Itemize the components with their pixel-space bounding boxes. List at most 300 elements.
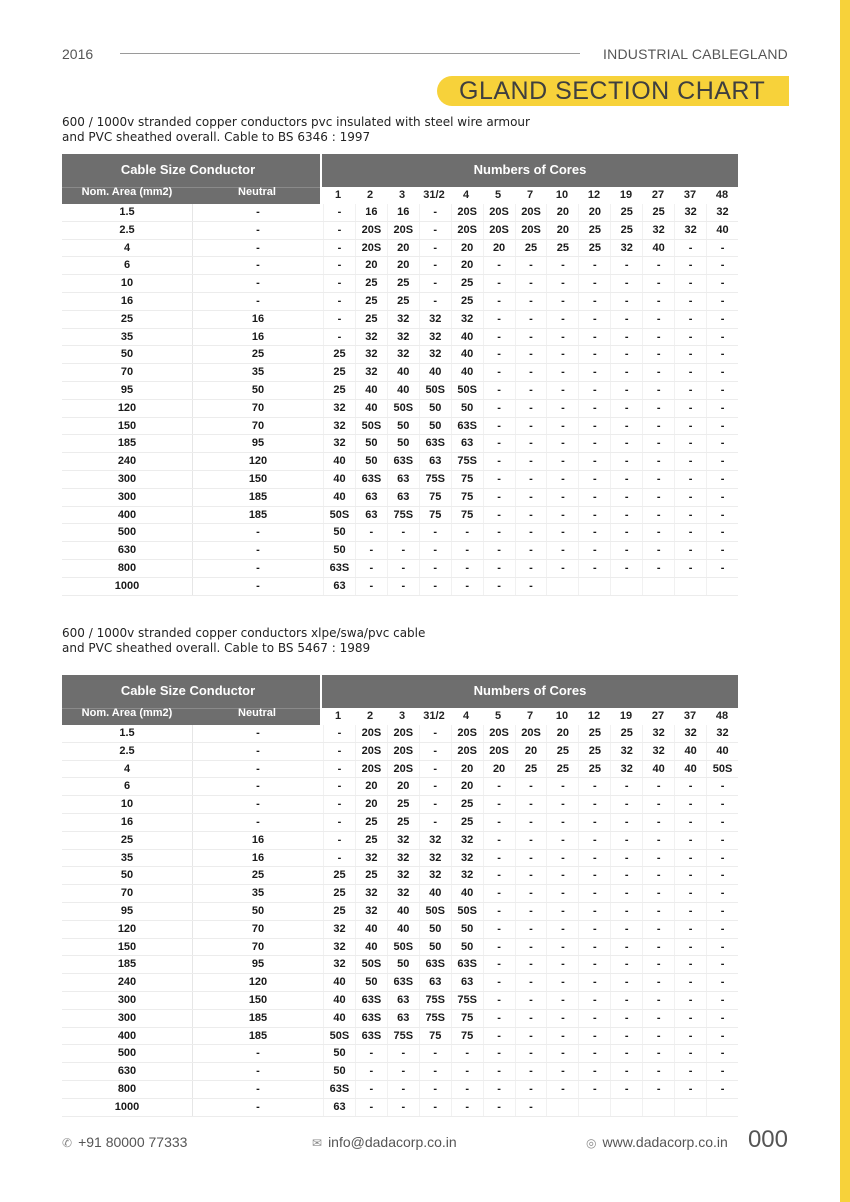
gland-size-cell: - — [483, 832, 515, 849]
gland-size-cell: - — [674, 867, 706, 884]
nom-area-cell: 50 — [62, 346, 193, 363]
gland-size-cell: 50S — [387, 400, 419, 417]
gland-size-cell: - — [323, 778, 355, 795]
gland-size-cell: - — [546, 489, 578, 506]
gland-size-cell: 25 — [323, 885, 355, 902]
gland-size-cell: 40 — [419, 885, 451, 902]
footer-email-text[interactable]: info@dadacorp.co.in — [328, 1134, 457, 1150]
gland-size-cell: - — [706, 974, 738, 991]
gland-size-cell: - — [483, 867, 515, 884]
neutral-cell: 95 — [251, 437, 265, 450]
gland-size-cell: 75 — [419, 489, 451, 506]
gland-size-cell: 75S — [387, 1028, 419, 1045]
core-count-header: 3 — [398, 710, 406, 722]
nom-area-cell: 1000 — [62, 578, 193, 595]
gland-size-cell: - — [387, 524, 419, 541]
gland-size-cell: - — [546, 364, 578, 381]
nom-area-cell: 25 — [62, 311, 193, 328]
gland-size-cell: - — [642, 471, 674, 488]
gland-size-cell: - — [483, 560, 515, 577]
gland-size-cell: 25 — [642, 204, 674, 221]
gland-size-cell: - — [642, 992, 674, 1009]
gland-size-cell: - — [642, 867, 674, 884]
gland-size-cell: 32 — [323, 435, 355, 452]
gland-size-cell: - — [706, 542, 738, 559]
gland-size-cell: - — [706, 1063, 738, 1080]
section-1-desc-line-1: 600 / 1000v stranded copper conductors pvc insulated with steel wire armour — [62, 115, 530, 129]
gland-size-cell: 50S — [706, 761, 738, 778]
gland-size-cell: - — [642, 885, 674, 902]
gland-size-cell: 20 — [355, 257, 387, 274]
gland-size-cell: 32 — [355, 850, 387, 867]
gland-size-cell: - — [610, 778, 642, 795]
gland-size-cell: - — [515, 939, 547, 956]
gland-size-cell: - — [419, 524, 451, 541]
gland-size-cell: - — [674, 489, 706, 506]
gland-size-cell: 20 — [546, 204, 578, 221]
gland-size-cell: - — [674, 329, 706, 346]
gland-size-cell: 75S — [387, 507, 419, 524]
table-row — [62, 560, 738, 578]
gland-size-cell: - — [674, 311, 706, 328]
gland-size-cell: 25 — [355, 275, 387, 292]
gland-size-cell: - — [642, 382, 674, 399]
gland-size-cell: 32 — [642, 743, 674, 760]
gland-size-cell: - — [674, 939, 706, 956]
gland-size-cell: - — [546, 1081, 578, 1098]
gland-chart-2 — [62, 675, 738, 1117]
gland-size-cell: 40 — [355, 400, 387, 417]
gland-size-cell: - — [515, 542, 547, 559]
gland-size-cell: - — [674, 524, 706, 541]
gland-size-cell: - — [323, 222, 355, 239]
gland-size-cell: 40 — [323, 1010, 355, 1027]
gland-size-cell: - — [578, 293, 610, 310]
table-row — [62, 921, 738, 939]
gland-size-cell: - — [642, 778, 674, 795]
core-count-header: 7 — [526, 710, 534, 722]
gland-size-cell: - — [483, 542, 515, 559]
gland-size-cell: - — [706, 524, 738, 541]
table-row — [62, 382, 738, 400]
gland-size-cell: - — [515, 1028, 547, 1045]
gland-size-cell: 63 — [419, 974, 451, 991]
neutral-cell: - — [256, 1047, 260, 1060]
core-count-header: 37 — [683, 710, 697, 722]
neutral-cell: - — [256, 561, 260, 574]
gland-size-cell: 50S — [419, 382, 451, 399]
gland-size-cell: - — [642, 832, 674, 849]
gland-size-cell: 32 — [355, 885, 387, 902]
gland-size-cell: - — [515, 364, 547, 381]
gland-size-cell: 32 — [419, 311, 451, 328]
table-row — [62, 1045, 738, 1063]
gland-size-cell: - — [419, 778, 451, 795]
gland-size-cell: 32 — [642, 725, 674, 742]
gland-size-cell: 75 — [419, 507, 451, 524]
table-row — [62, 311, 738, 329]
gland-size-cell — [674, 578, 706, 595]
table-row — [62, 346, 738, 364]
gland-size-cell: 20S — [387, 743, 419, 760]
gland-size-cell: 25 — [578, 222, 610, 239]
gland-size-cell: - — [706, 329, 738, 346]
gland-size-cell: - — [706, 1010, 738, 1027]
gland-size-cell: 25 — [451, 796, 483, 813]
gland-size-cell: - — [355, 1045, 387, 1062]
gland-size-cell: - — [610, 1010, 642, 1027]
gland-size-cell: - — [515, 885, 547, 902]
gland-size-cell: 40 — [451, 364, 483, 381]
gland-size-cell: - — [642, 1063, 674, 1080]
gland-size-cell: 32 — [706, 725, 738, 742]
gland-size-cell: - — [355, 542, 387, 559]
gland-size-cell: 63 — [323, 578, 355, 595]
gland-size-cell: - — [515, 400, 547, 417]
gland-size-cell: - — [546, 453, 578, 470]
nom-area-cell: 400 — [62, 1028, 193, 1045]
gland-size-cell: 40 — [642, 240, 674, 257]
neutral-cell: 70 — [251, 940, 265, 953]
gland-size-cell: 63S — [355, 471, 387, 488]
gland-size-cell: 32 — [610, 761, 642, 778]
gland-size-cell: - — [610, 796, 642, 813]
gland-size-cell: - — [642, 796, 674, 813]
gland-size-cell: - — [610, 257, 642, 274]
gland-size-cell: - — [706, 418, 738, 435]
table-row — [62, 524, 738, 542]
gland-size-cell: - — [674, 257, 706, 274]
table-row — [62, 850, 738, 868]
gland-size-cell: - — [451, 578, 483, 595]
gland-size-cell: 40 — [706, 743, 738, 760]
nom-area-cell: 300 — [62, 1010, 193, 1027]
numbers-of-cores-heading: Numbers of Cores — [473, 683, 587, 698]
nom-area-cell: 120 — [62, 921, 193, 938]
gland-size-cell: - — [642, 400, 674, 417]
gland-size-cell: - — [706, 311, 738, 328]
neutral-cell: 185 — [248, 1029, 268, 1042]
table-row — [62, 204, 738, 222]
nom-area-cell: 95 — [62, 903, 193, 920]
gland-size-cell: - — [323, 743, 355, 760]
title-banner — [437, 76, 789, 106]
core-count-header: 27 — [651, 189, 665, 201]
gland-size-cell: - — [546, 471, 578, 488]
gland-size-cell: - — [546, 275, 578, 292]
gland-size-cell: - — [610, 382, 642, 399]
gland-size-cell: - — [706, 560, 738, 577]
gland-size-cell: 63S — [387, 974, 419, 991]
gland-size-cell: 32 — [419, 329, 451, 346]
gland-size-cell: 25 — [355, 814, 387, 831]
gland-size-cell: - — [674, 435, 706, 452]
neutral-cell: 25 — [251, 869, 265, 882]
gland-size-cell: 75 — [451, 471, 483, 488]
gland-size-cell: 50S — [355, 956, 387, 973]
gland-size-cell: - — [578, 939, 610, 956]
gland-size-cell: 20 — [451, 778, 483, 795]
gland-size-cell: - — [515, 257, 547, 274]
gland-size-cell: - — [387, 578, 419, 595]
nom-area-heading: Nom. Area (mm2) — [81, 186, 173, 198]
gland-size-cell: - — [546, 418, 578, 435]
gland-size-cell: - — [706, 992, 738, 1009]
gland-size-cell: - — [674, 507, 706, 524]
gland-size-cell: - — [483, 1028, 515, 1045]
gland-size-cell: - — [706, 293, 738, 310]
gland-size-cell: 25 — [578, 761, 610, 778]
neutral-cell: 120 — [248, 976, 268, 989]
gland-size-cell: - — [578, 778, 610, 795]
gland-size-cell: 40 — [706, 222, 738, 239]
nom-area-cell: 70 — [62, 885, 193, 902]
table-row — [62, 400, 738, 418]
gland-size-cell: - — [483, 453, 515, 470]
nom-area-cell: 500 — [62, 524, 193, 541]
page-title: GLAND SECTION CHART — [459, 77, 766, 105]
table-row — [62, 1063, 738, 1081]
gland-size-cell: 25 — [546, 240, 578, 257]
gland-size-cell: - — [642, 1045, 674, 1062]
footer-web-text[interactable]: www.dadacorp.co.in — [602, 1134, 728, 1150]
gland-size-cell: - — [642, 346, 674, 363]
gland-size-cell: 75S — [419, 1010, 451, 1027]
gland-size-cell: 32 — [323, 921, 355, 938]
gland-size-cell: - — [674, 1081, 706, 1098]
core-count-header: 4 — [462, 189, 470, 201]
gland-size-cell — [546, 1099, 578, 1116]
gland-size-cell: - — [387, 542, 419, 559]
core-count-header: 1 — [334, 710, 342, 722]
header-brand: INDUSTRIAL CABLEGLAND — [603, 46, 788, 62]
core-count-header: 19 — [619, 710, 633, 722]
table-row — [62, 778, 738, 796]
nom-area-cell: 150 — [62, 418, 193, 435]
gland-size-cell: - — [578, 796, 610, 813]
gland-size-cell: - — [674, 885, 706, 902]
gland-size-cell: - — [387, 1063, 419, 1080]
core-count-header: 5 — [494, 710, 502, 722]
nom-area-cell: 35 — [62, 850, 193, 867]
gland-size-cell: 25 — [387, 796, 419, 813]
gland-size-cell: 25 — [610, 204, 642, 221]
gland-size-cell: - — [483, 275, 515, 292]
header-rule — [120, 53, 580, 54]
gland-size-cell: - — [483, 814, 515, 831]
gland-size-cell: - — [355, 1081, 387, 1098]
gland-size-cell: - — [546, 329, 578, 346]
neutral-cell: 185 — [248, 1011, 268, 1024]
nom-area-cell: 500 — [62, 1045, 193, 1062]
gland-size-cell: - — [578, 489, 610, 506]
gland-size-cell: - — [578, 400, 610, 417]
gland-size-cell: 16 — [387, 204, 419, 221]
table-row — [62, 1099, 738, 1117]
gland-size-cell: - — [483, 311, 515, 328]
nom-area-cell: 630 — [62, 542, 193, 559]
gland-size-cell: - — [610, 903, 642, 920]
gland-size-cell: 40 — [323, 453, 355, 470]
core-count-header: 12 — [587, 189, 601, 201]
gland-size-cell: 63 — [387, 992, 419, 1009]
gland-size-cell: 20S — [515, 222, 547, 239]
gland-size-cell: - — [323, 329, 355, 346]
gland-size-cell: - — [419, 1081, 451, 1098]
gland-size-cell: 50 — [355, 435, 387, 452]
nom-area-cell: 2.5 — [62, 743, 193, 760]
gland-size-cell: - — [546, 903, 578, 920]
gland-size-cell: 40 — [387, 364, 419, 381]
gland-size-cell: 20S — [387, 725, 419, 742]
gland-size-cell: - — [323, 761, 355, 778]
gland-size-cell: - — [323, 257, 355, 274]
gland-size-cell: - — [451, 524, 483, 541]
gland-size-cell: - — [483, 382, 515, 399]
table-row — [62, 1028, 738, 1046]
gland-size-cell: - — [706, 507, 738, 524]
gland-size-cell: - — [483, 992, 515, 1009]
gland-size-cell: - — [610, 275, 642, 292]
gland-size-cell: 20 — [483, 240, 515, 257]
gland-size-cell: - — [323, 275, 355, 292]
neutral-cell: - — [256, 579, 260, 592]
gland-size-cell: - — [642, 939, 674, 956]
gland-size-cell: - — [387, 1081, 419, 1098]
gland-size-cell: - — [610, 453, 642, 470]
gland-size-cell: - — [483, 257, 515, 274]
table-row — [62, 257, 738, 275]
gland-size-cell: 25 — [355, 867, 387, 884]
gland-size-cell: - — [642, 956, 674, 973]
gland-size-cell: - — [706, 885, 738, 902]
gland-size-cell: 20S — [355, 725, 387, 742]
gland-size-cell: 32 — [323, 418, 355, 435]
gland-size-cell: - — [323, 240, 355, 257]
gland-size-cell: - — [483, 796, 515, 813]
gland-size-cell: - — [578, 542, 610, 559]
gland-size-cell: - — [483, 1063, 515, 1080]
nom-area-cell: 800 — [62, 560, 193, 577]
gland-size-cell: 20S — [451, 204, 483, 221]
email-icon: ✉ — [312, 1136, 323, 1150]
gland-size-cell: - — [546, 832, 578, 849]
gland-size-cell: - — [706, 346, 738, 363]
numbers-of-cores-heading: Numbers of Cores — [473, 162, 587, 177]
gland-size-cell — [706, 578, 738, 595]
gland-size-cell: 32 — [387, 346, 419, 363]
gland-size-cell: 32 — [387, 885, 419, 902]
neutral-cell: - — [256, 241, 260, 254]
gland-size-cell: 25 — [546, 761, 578, 778]
gland-size-cell: - — [419, 275, 451, 292]
gland-size-cell: - — [515, 814, 547, 831]
gland-size-cell: 63 — [451, 974, 483, 991]
nom-area-cell: 1.5 — [62, 725, 193, 742]
gland-size-cell: 20 — [515, 743, 547, 760]
nom-area-cell: 2.5 — [62, 222, 193, 239]
gland-size-cell: - — [546, 560, 578, 577]
gland-size-cell: 20 — [355, 796, 387, 813]
gland-size-cell: - — [419, 542, 451, 559]
gland-size-cell: - — [515, 382, 547, 399]
gland-size-cell: - — [674, 814, 706, 831]
gland-size-cell: - — [610, 1063, 642, 1080]
gland-size-cell — [610, 578, 642, 595]
gland-size-cell: - — [674, 1010, 706, 1027]
gland-size-cell: - — [515, 992, 547, 1009]
gland-size-cell: - — [419, 725, 451, 742]
gland-size-cell: - — [515, 956, 547, 973]
gland-size-cell: - — [546, 1010, 578, 1027]
gland-size-cell: 32 — [706, 204, 738, 221]
table-row — [62, 832, 738, 850]
gland-size-cell: - — [515, 293, 547, 310]
gland-size-cell: - — [610, 471, 642, 488]
gland-size-cell: - — [546, 435, 578, 452]
gland-size-cell: - — [515, 329, 547, 346]
gland-size-cell: - — [483, 435, 515, 452]
nom-area-cell: 400 — [62, 507, 193, 524]
gland-size-cell: - — [546, 850, 578, 867]
gland-size-cell: - — [674, 974, 706, 991]
gland-size-cell: - — [674, 542, 706, 559]
gland-size-cell: 20S — [515, 204, 547, 221]
neutral-cell: - — [256, 259, 260, 272]
gland-size-cell: - — [610, 814, 642, 831]
neutral-cell: - — [256, 526, 260, 539]
gland-size-cell: - — [578, 921, 610, 938]
gland-size-cell: - — [419, 204, 451, 221]
gland-size-cell: - — [515, 1081, 547, 1098]
gland-size-cell: - — [578, 364, 610, 381]
table-row — [62, 435, 738, 453]
gland-size-cell: - — [451, 1081, 483, 1098]
table-row — [62, 885, 738, 903]
gland-size-cell: - — [642, 542, 674, 559]
neutral-cell: - — [256, 223, 260, 236]
gland-size-cell: 20 — [387, 778, 419, 795]
gland-size-cell: - — [610, 850, 642, 867]
gland-size-cell: 20S — [451, 725, 483, 742]
cores-header-row — [322, 708, 738, 725]
gland-size-cell: 40 — [451, 329, 483, 346]
cores-header-row — [322, 187, 738, 204]
nom-area-cell: 16 — [62, 293, 193, 310]
chart-body — [62, 204, 738, 596]
gland-size-cell: 40 — [387, 903, 419, 920]
table-row — [62, 867, 738, 885]
gland-size-cell: - — [546, 1028, 578, 1045]
gland-size-cell: - — [515, 489, 547, 506]
neutral-heading: Neutral — [238, 186, 276, 198]
gland-size-cell: - — [546, 885, 578, 902]
gland-size-cell: - — [578, 560, 610, 577]
nom-area-cell: 150 — [62, 939, 193, 956]
gland-size-cell: - — [674, 1063, 706, 1080]
neutral-cell: 50 — [251, 383, 265, 396]
gland-size-cell: 75 — [451, 489, 483, 506]
gland-size-cell: 32 — [419, 346, 451, 363]
gland-size-cell: 20S — [387, 222, 419, 239]
table-row — [62, 1081, 738, 1099]
neutral-cell: - — [256, 744, 260, 757]
gland-size-cell: 32 — [355, 903, 387, 920]
gland-size-cell: - — [642, 293, 674, 310]
gland-size-cell: - — [483, 939, 515, 956]
gland-size-cell: 32 — [355, 346, 387, 363]
gland-size-cell: 40 — [323, 489, 355, 506]
